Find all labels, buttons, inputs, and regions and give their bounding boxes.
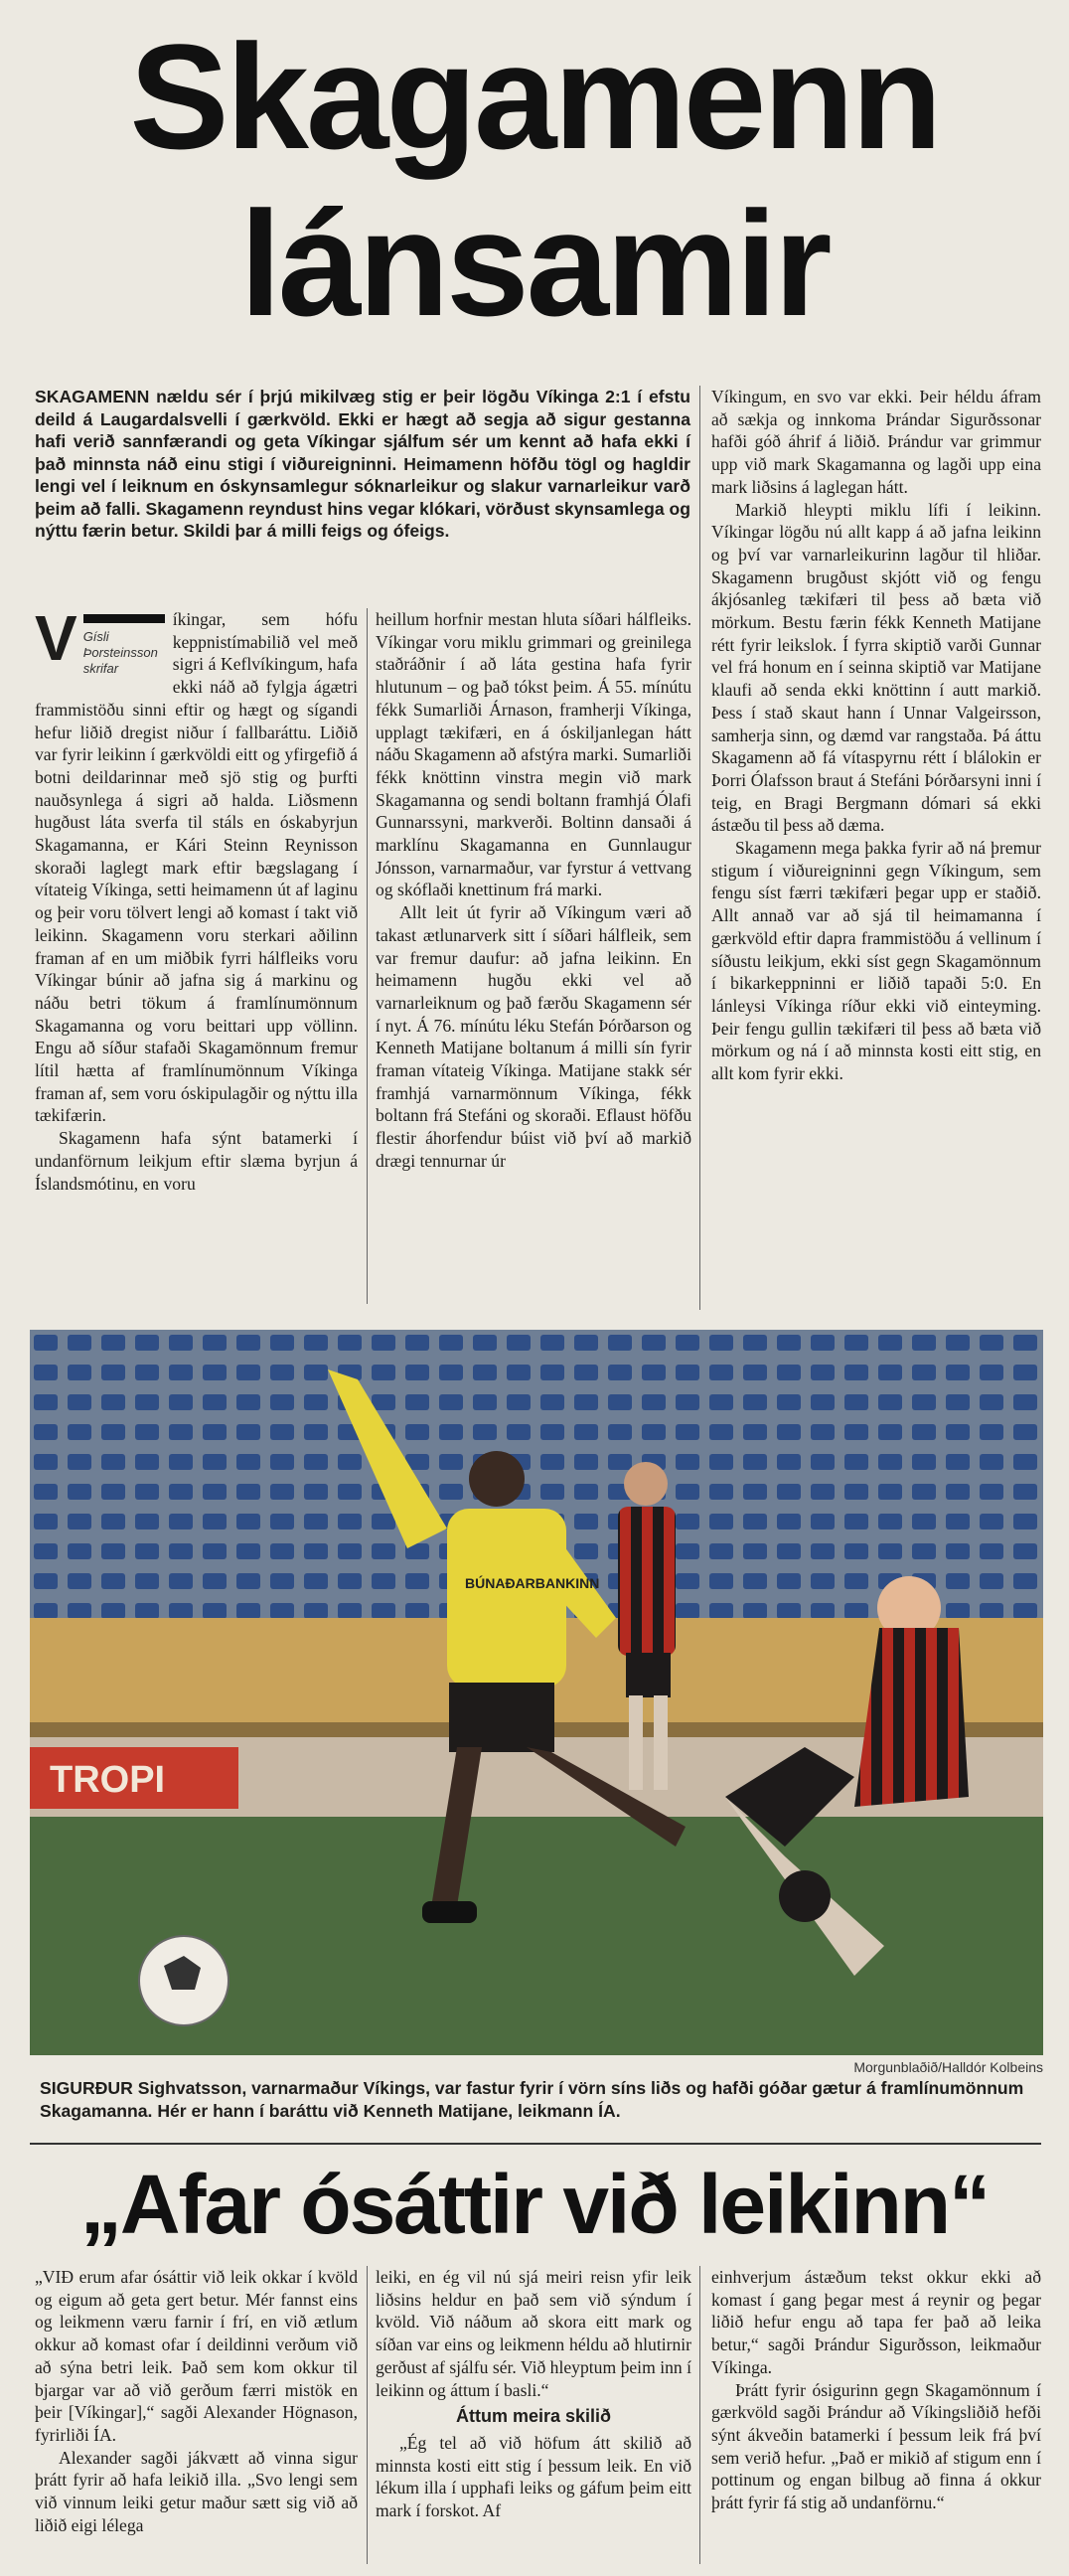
photo-illustration (30, 1330, 1043, 2055)
article-paragraph: Markið hleypti miklu lífi í leikinn. Víkingar lögðu nú allt kapp á að jafna leikinn og því var varnarleikurinn lagður til hliðar. Skagamenn brugðust skjótt við og fengu ákjósanleg tækifæri til þess að bæta við mörkum. Bestu færin fékk Kenneth Matijane rétt fyrir leikslok. Í fyrra skiptið varði Gunnar vel frá honum en í seinna skiptið var Matijane klaufi að senda ekki knöttinn í autt markið. Þess í stað skaut hann í Unnar Valgeirsson, samherja sinn, og dæmd var rangstaða. Þá áttu Skagamenn að fá vítaspyrnu rétt í blálokin er Þorri Ólafsson braut á Stefáni Þórðarsyni inni í teig, en Bragi Bergmann dómari sá ekki ástæðu til þess að dæma. (711, 499, 1041, 836)
subheading: Áttum meira skilið (455, 2406, 612, 2427)
article-paragraph: Allt leit út fyrir að Víkingum væri að takast ætlunarverk sitt í síðari hálfleik, sem var fremur daufur: að jafna leikinn. En heimamenn hugðu ekki vel að varnarleiknum og það færðu Skagamenn sér í nyt. Á 76. mínútu léku Stefán Þórðarson og Kenneth Matijane boltanum á milli sín fyrir framan vítateig Víkinga. Matijane stakk sér framhjá varnarmönnum Víkinga, fékk boltann frá Stefáni og skoraði. Eflaust höfðu flestir áhorfendur búist við því að markið drægi tennurnar úr (376, 902, 691, 1171)
caption-text: Sighvatsson, varnarmaður Víkings, var fastur fyrir í vörn síns liðs og hafði góðar gætur á framlínumönnum Skagamanna. Hér er hann í baráttu við Kenneth Matijane, leikmann ÍA. (40, 2078, 1024, 2121)
byline-name: Gísli Þorsteinsson (82, 629, 158, 660)
article-column-1 (35, 608, 358, 1304)
column-rule (367, 608, 368, 1304)
article-paragraph: íkingar, sem hófu keppnistímabilið vel með sigri á Keflvíkingum, hafa ekki náð að fylgja ágætri frammistöðu sinni eftir og hægt og sígandi hefur liðið dregist niður í fallbaráttu. Liðið var fyrir leikinn í gærkvöldi eitt og yfirgefið á botni deildarinnar með sjö stig og þurfti nauðsynlega á sigri að halda. Liðsmenn hugðust láta sverfa til stáls en óskabyrjun Skagamanna, er Kári Steinn Reynisson skoraði laglegt mark eftir bægslagang í vítateig Víkinga, setti heimamenn út af laginu og þeir voru tölvert lengi að komast í takt við leikinn. Skagamenn voru sterkari aðilinn framan af en um miðbik fyrri hálfleiks voru Víkingar búnir að jafna sig á markinu og náðu betri tökum á framlínumönnum Skagamanna og voru beittari upp völlinn. Engu að síður stafaði Skagamönnum fremur lítil hætta af framlínumönnum Víkinga framan af, sem voru óskipulagðir og nýttu illa tækifærin. (35, 609, 358, 1126)
second-article-column-1 (35, 2266, 358, 2574)
article-paragraph: einhverjum ástæðum tekst okkur ekki að komast í gang þegar mest á reynir og þegar liðið hefur engu að tapa fer það að leika betur,“ sagði Þrándur Sigurðsson, leikmaður Víkinga. (711, 2267, 1041, 2377)
second-article-column-3 (711, 2266, 1041, 2574)
article-paragraph: „Ég tel að við höfum átt skilið að minnsta kosti eitt stig í þessum leik. En við lékum illa í upphafi leiks og gáfum þeim eitt mark í forskot. Af (376, 2432, 691, 2521)
headline-line-1: Skagamenn (129, 13, 940, 180)
drop-cap: V (35, 608, 77, 674)
column-rule (367, 2266, 368, 2564)
ad-banner-text: TROPI (50, 1759, 166, 1801)
article-paragraph: heillum horfnir mestan hluta síðari hálfleiks. Víkingar voru miklu grimmari og greinilega staðráðnir í að láta gestina hafa fyrir hlutunum – og það tókst þeim. Á 55. mínútu fékk Sumarliði Árnason, framherji Víkinga, upplagt tækifæri, en á óskiljanlegan hátt náðu Skagamenn að afstýra marki. Sumarliði fékk knöttinn vinstra megin við mark Skagamanna og sendi boltann framhjá Ólafi Gunnarssyni, markverði. Boltinn dansaði á marklínu Skagamanna en Gunnlaugur Jónsson, varnarmaður, var fyrstur á vettvang og skóflaði knettinum frá marki. (376, 609, 691, 900)
second-article-column-2 (376, 2266, 691, 2574)
headline-line-2: lánsamir (239, 180, 830, 347)
photo-credit: Morgunblaðið/Halldór Kolbeins (853, 2059, 1043, 2075)
article-paragraph: leiki, en ég vil nú sjá meiri reisn yfir leik liðsins heldur en það sem við sýndum í kvöld. Við náðum að skora eitt mark og síðan var eins og leikmenn héldu að hlutirnir gerðust af sjálfu sér. Við hleyptum þeim inn í leikinn og áttum í basli.“ (376, 2267, 691, 2400)
article-paragraph: Skagamenn hafa sýnt batamerki í undanförnum leikjum eftir slæma byrjun á Íslandsmótinu, en voru (35, 1128, 358, 1194)
lead-paragraph: SKAGAMENN nældu sér í þrjú mikilvæg stig er þeir lögðu Víkinga 2:1 í efstu deild á Laugardalsvelli í gærkvöld. Ekki er hægt að segja að sigur gestanna hafi verið sannfærandi og geta Víkingar sjálfum sér um kennt að hafa ekki í það minnsta náð einu stigi í viðureigninni. Heimamenn höfðu tögl og hagldir lengi vel í leiknum en óskynsamlegur sóknarleikur og slakur varnarleikur varð þeim að falli. Skagamenn reyndust hins vegar klókari, vörðust skynsamlega og nýttu færin betur. Skildi þar á milli feigs og ófeigs. (35, 387, 690, 541)
byline-bar (83, 614, 165, 623)
byline-role: skrifar (82, 661, 119, 676)
article-paragraph: Alexander sagði jákvætt að vinna sigur þrátt fyrir að hafa leikið illa. „Svo lengi sem við vinnum leiki getur maður sætt sig við að liðið eigi lélega (35, 2447, 358, 2535)
section-divider (30, 2143, 1041, 2145)
column-rule (699, 386, 700, 1310)
second-headline: „Afar ósáttir við leikinn“ (79, 2158, 990, 2251)
article-column-2 (376, 608, 691, 1304)
article-paragraph: Skagamenn mega þakka fyrir að ná þremur stigum í viðureigninni gegn Víkingum, sem fengu síst færri tækifæri þegar upp er staðið. Allt annað var að sjá til heimamanna í gærkvöld eftir dapra frammistöðu á vellinum í síðustu leikjum, ekki síst gegn Skagamönnum í bikarkeppninni er liðið tapaði 5:0. En lánleysi Víkinga ríður ekki við einteyming. Þeir fengu gullin tækifæri til þess að bæta við mörkum og ná í að minnsta kosti eitt stig, en allt kom fyrir ekki. (711, 838, 1041, 1084)
article-paragraph: Þrátt fyrir ósigurinn gegn Skagamönnum í gærkvöld sagði Þrándur að Víkingsliðið hefði sýnt ákveðin batamerki í þessum leik frá því sem verið hefur. „Það er mikið af stigum enn í pottinum og engan bilbug að finna á okkur þrátt fyrir fá stig að undanförnu.“ (711, 2379, 1041, 2513)
article-paragraph: Víkingum, en svo var ekki. Þeir héldu áfram að sækja og innkoma Þrándar Sigurðssonar hafði góð áhrif á liðið. Þrándur var grimmur upp við mark Skagamanna og lagði upp eina mark liðsins á laglegan hátt. (711, 387, 1041, 497)
photo-caption (40, 2077, 1033, 2122)
match-photo (30, 1330, 1043, 2055)
caption-name: SIGURÐUR (40, 2078, 133, 2098)
shirt-sponsor-text: BÚNAÐARBANKINN (465, 1575, 600, 1591)
article-paragraph: „VIÐ erum afar ósáttir við leik okkar í kvöld og eigum að geta gert betur. Mér fannst eins og leikmenn væru farnir í frí, en við ætlum okkur að komast ofar í deildinni verðum við að sýna betri leik. Það sem kom okkur til bjargar var að við gerðum færri mistök en þeir [Víkingar],“ sagði Alexander Högnason, fyrirliði ÍA. (35, 2267, 358, 2445)
column-rule (699, 2266, 700, 2564)
article-column-3 (711, 386, 1041, 1305)
byline (83, 614, 165, 677)
